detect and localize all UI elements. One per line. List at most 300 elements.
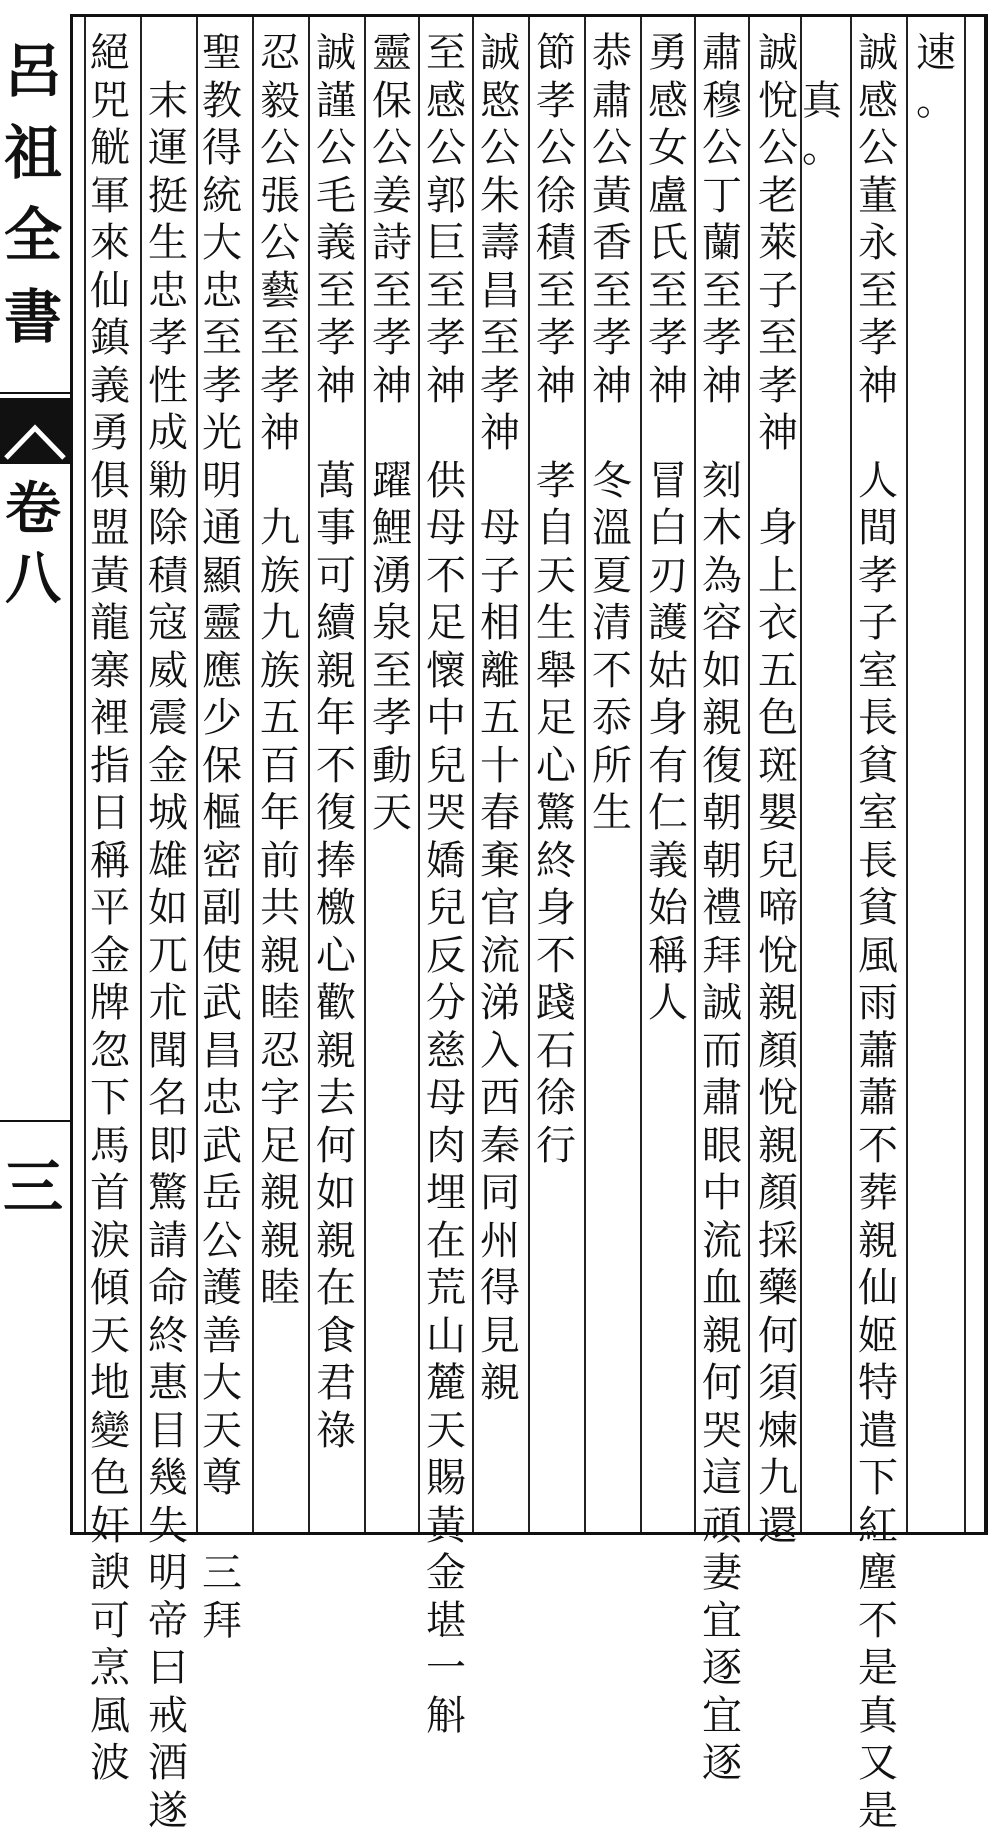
text-char: 族	[252, 648, 308, 696]
text-char: 冬	[584, 458, 640, 506]
text-char: 不	[584, 648, 640, 696]
text-char: 變	[82, 1408, 138, 1456]
text-char: 得	[472, 1265, 528, 1313]
text-char: 至	[750, 315, 806, 363]
text-char: 貧	[850, 743, 906, 791]
book-title-char: 祖	[4, 112, 62, 194]
text-char	[640, 410, 696, 458]
text-char: 義	[640, 838, 696, 886]
text-column	[908, 30, 964, 125]
text-char: 子	[750, 268, 806, 316]
text-char	[364, 410, 420, 458]
text-char: 勇	[640, 30, 696, 78]
text-char: 郭	[418, 173, 474, 221]
text-char: 塵	[850, 1550, 906, 1598]
text-char: 姬	[850, 1313, 906, 1361]
text-char: 一	[418, 1645, 474, 1693]
text-char: 子	[850, 600, 906, 648]
text-char: 白	[640, 505, 696, 553]
text-char: 又	[850, 1740, 906, 1788]
text-char: 神	[694, 363, 750, 411]
text-char: 淚	[82, 1218, 138, 1266]
text-char: 石	[528, 1028, 584, 1076]
text-char: 風	[850, 933, 906, 981]
text-char: 貧	[850, 885, 906, 933]
text-char: 何	[694, 1360, 750, 1408]
text-char: 神	[308, 363, 364, 411]
text-char: 孝	[528, 315, 584, 363]
text-char: 黃	[82, 553, 138, 601]
text-char: 謹	[308, 78, 364, 126]
text-char: 至	[528, 268, 584, 316]
text-char: 酒	[140, 1740, 196, 1788]
text-char: 公	[252, 220, 308, 268]
text-char: 百	[252, 743, 308, 791]
text-char: 義	[82, 363, 138, 411]
text-char: 在	[418, 1218, 474, 1266]
text-char: 公	[252, 125, 308, 173]
text-char: 在	[308, 1265, 364, 1313]
text-column	[472, 30, 528, 1408]
text-char: 聖	[194, 30, 250, 78]
text-char: 壽	[472, 220, 528, 268]
text-char: 至	[364, 268, 420, 316]
text-char: 不	[528, 933, 584, 981]
text-char	[750, 458, 806, 506]
text-char: 感	[850, 78, 906, 126]
text-char: 曰	[140, 1645, 196, 1693]
text-char: 孝	[308, 315, 364, 363]
text-char: 風	[82, 1693, 138, 1741]
text-char: 慈	[418, 1028, 474, 1076]
text-char: 永	[850, 220, 906, 268]
text-char: 歡	[308, 980, 364, 1028]
text-char: 可	[308, 553, 364, 601]
text-char: 夏	[584, 553, 640, 601]
text-char: 蘭	[694, 220, 750, 268]
text-char: 清	[584, 600, 640, 648]
text-char: 副	[194, 885, 250, 933]
text-char: 鎮	[82, 315, 138, 363]
text-char: 棄	[472, 838, 528, 886]
text-char: 神	[252, 410, 308, 458]
text-char: 有	[640, 743, 696, 791]
text-char: 孝	[364, 695, 420, 743]
text-column	[252, 30, 308, 1313]
text-char: 保	[194, 743, 250, 791]
text-char: 速	[908, 30, 964, 78]
frame-right-border	[984, 14, 988, 1535]
text-char: 睦	[252, 980, 308, 1028]
text-char: 肅	[694, 1075, 750, 1123]
text-char: 朝	[694, 790, 750, 838]
text-char: 末	[140, 78, 196, 126]
text-char: 護	[640, 600, 696, 648]
text-char: 女	[640, 125, 696, 173]
text-char: 姜	[364, 173, 420, 221]
text-char: 事	[308, 505, 364, 553]
text-char: 孝	[640, 315, 696, 363]
text-char: 刻	[694, 458, 750, 506]
text-char: 中	[694, 1170, 750, 1218]
text-char: 除	[140, 505, 196, 553]
text-char: 忽	[82, 1028, 138, 1076]
text-char: 節	[528, 30, 584, 78]
book-title-char: 書	[4, 276, 62, 358]
text-char: 自	[528, 505, 584, 553]
text-char: 驚	[528, 790, 584, 838]
text-char: 人	[640, 980, 696, 1028]
text-char: 得	[194, 125, 250, 173]
text-char: 還	[750, 1503, 806, 1551]
text-char: 孝	[252, 363, 308, 411]
text-char: 帝	[140, 1598, 196, 1646]
text-char: 馬	[82, 1123, 138, 1171]
text-char: 親	[694, 695, 750, 743]
text-char: 族	[252, 553, 308, 601]
text-char: 姑	[640, 648, 696, 696]
text-char: 毅	[252, 78, 308, 126]
text-char: 。	[794, 125, 850, 173]
text-char: 親	[308, 648, 364, 696]
text-char: 不	[850, 1123, 906, 1171]
text-char: 年	[252, 790, 308, 838]
text-char: 兒	[418, 885, 474, 933]
text-char: 公	[850, 125, 906, 173]
text-char: 勦	[140, 458, 196, 506]
text-char: 義	[308, 220, 364, 268]
text-char: 木	[694, 505, 750, 553]
text-char: 親	[694, 1313, 750, 1361]
text-char: 神	[528, 363, 584, 411]
text-char: 孝	[528, 78, 584, 126]
text-char: 鯉	[364, 505, 420, 553]
text-char: 子	[472, 553, 528, 601]
text-char: 下	[850, 1455, 906, 1503]
text-char: 忠	[194, 268, 250, 316]
text-char: 護	[194, 1265, 250, 1313]
text-char: 五	[750, 648, 806, 696]
text-char: 何	[750, 1313, 806, 1361]
text-char	[252, 458, 308, 506]
text-char: 食	[308, 1313, 364, 1361]
text-char: 室	[850, 648, 906, 696]
text-char: 荒	[418, 1265, 474, 1313]
text-char: 天	[364, 790, 420, 838]
text-char: 神	[850, 363, 906, 411]
text-char: 踐	[528, 980, 584, 1028]
text-char: 徐	[528, 1075, 584, 1123]
text-char: 三	[194, 1550, 250, 1598]
text-char: 尊	[194, 1455, 250, 1503]
text-char: 金	[82, 933, 138, 981]
text-char: 明	[194, 458, 250, 506]
text-char: 九	[252, 505, 308, 553]
text-char: 須	[750, 1360, 806, 1408]
text-char: 顏	[750, 1170, 806, 1218]
text-char: 孝	[584, 315, 640, 363]
volume-label	[0, 474, 66, 614]
text-char: 離	[472, 648, 528, 696]
text-column	[694, 30, 750, 1788]
text-char: 悅	[750, 78, 806, 126]
text-char: 統	[194, 173, 250, 221]
text-char: 蕭	[850, 1075, 906, 1123]
text-char: 身	[750, 505, 806, 553]
text-char: 烹	[82, 1645, 138, 1693]
text-char: 去	[308, 1075, 364, 1123]
text-char: 孝	[528, 458, 584, 506]
text-char: 公	[584, 125, 640, 173]
text-char: 董	[850, 173, 906, 221]
text-char: 流	[472, 933, 528, 981]
text-char: 俱	[82, 458, 138, 506]
text-char: 忠	[194, 1075, 250, 1123]
text-char: 震	[140, 695, 196, 743]
column-rule	[906, 17, 908, 1532]
text-char: 間	[850, 505, 906, 553]
text-char: 明	[140, 1550, 196, 1598]
text-char: 公	[308, 125, 364, 173]
text-char: 溫	[584, 505, 640, 553]
text-char: 性	[140, 363, 196, 411]
text-char: 親	[252, 1170, 308, 1218]
text-char: 孝	[364, 315, 420, 363]
text-char: 指	[82, 743, 138, 791]
text-char: 西	[472, 1075, 528, 1123]
text-char: 為	[694, 553, 750, 601]
text-char: 年	[308, 695, 364, 743]
text-char: 兀	[140, 933, 196, 981]
text-char: 惠	[140, 1360, 196, 1408]
text-char: 親	[308, 1028, 364, 1076]
text-char: 十	[472, 743, 528, 791]
text-char: 神	[472, 410, 528, 458]
text-char: 母	[418, 505, 474, 553]
text-char: 至	[850, 268, 906, 316]
text-char: 神	[418, 363, 474, 411]
text-char: 刃	[640, 553, 696, 601]
text-char: 九	[750, 1455, 806, 1503]
text-char: 聞	[140, 1028, 196, 1076]
text-char: 顯	[194, 553, 250, 601]
text-char: 長	[850, 695, 906, 743]
text-char: 身	[640, 695, 696, 743]
text-char	[194, 1503, 250, 1551]
text-char: 來	[82, 220, 138, 268]
text-char: 孝	[850, 553, 906, 601]
text-char: 丁	[694, 173, 750, 221]
book-title-char: 呂	[4, 30, 62, 112]
text-char: 見	[472, 1313, 528, 1361]
text-char: 朮	[140, 980, 196, 1028]
text-char: 躍	[364, 458, 420, 506]
text-char: 是	[850, 1788, 906, 1835]
text-char: 所	[584, 743, 640, 791]
text-char: 孝	[750, 363, 806, 411]
text-char: 通	[194, 505, 250, 553]
text-char: 續	[308, 600, 364, 648]
text-char: 金	[140, 743, 196, 791]
text-char: 秦	[472, 1123, 528, 1171]
text-char: 少	[194, 695, 250, 743]
text-char: 孝	[850, 315, 906, 363]
text-char: 首	[82, 1170, 138, 1218]
text-char: 煉	[750, 1408, 806, 1456]
text-char: 祿	[308, 1408, 364, 1456]
text-char: 肅	[694, 30, 750, 78]
text-char: 至	[194, 315, 250, 363]
text-char: 州	[472, 1218, 528, 1266]
text-char: 真	[794, 78, 850, 126]
text-char: 平	[82, 885, 138, 933]
text-char: 至	[640, 268, 696, 316]
text-char: 氏	[640, 220, 696, 268]
text-char: 斑	[750, 743, 806, 791]
text-char: 神	[364, 363, 420, 411]
text-char: 盟	[82, 505, 138, 553]
text-char: 嬌	[418, 838, 474, 886]
text-char: 前	[252, 838, 308, 886]
text-char: 公	[750, 125, 806, 173]
text-char: 誠	[750, 30, 806, 78]
text-char: 肉	[418, 1123, 474, 1171]
text-char: 岳	[194, 1170, 250, 1218]
text-char: 懷	[418, 648, 474, 696]
text-char: 生	[140, 220, 196, 268]
text-char: 九	[252, 600, 308, 648]
fishtail-mark	[0, 398, 70, 464]
text-char: 流	[694, 1218, 750, 1266]
text-char: 應	[194, 648, 250, 696]
text-char: 悅	[750, 933, 806, 981]
text-char: 詩	[364, 220, 420, 268]
text-char: 積	[140, 553, 196, 601]
text-char: 兒	[418, 743, 474, 791]
volume-label-char: 卷	[5, 474, 61, 544]
text-char: 終	[528, 838, 584, 886]
text-char	[528, 410, 584, 458]
text-char: 字	[252, 1075, 308, 1123]
text-char: 斛	[418, 1693, 474, 1741]
text-char: 誠	[472, 30, 528, 78]
text-char: 蕭	[850, 1028, 906, 1076]
text-char: 逐	[694, 1740, 750, 1788]
text-column	[850, 30, 906, 1835]
text-char: 至	[308, 268, 364, 316]
text-char: 光	[194, 410, 250, 458]
text-char: 供	[418, 458, 474, 506]
text-char: 母	[472, 505, 528, 553]
text-char: 至	[418, 30, 474, 78]
text-char: 可	[82, 1598, 138, 1646]
text-char: 這	[694, 1455, 750, 1503]
text-char: 何	[308, 1123, 364, 1171]
text-char: 遣	[850, 1408, 906, 1456]
text-char: 神	[640, 363, 696, 411]
text-char: 拜	[694, 933, 750, 981]
text-char: 同	[472, 1170, 528, 1218]
text-char: 公	[418, 125, 474, 173]
text-char: 毛	[308, 173, 364, 221]
text-char: 君	[308, 1360, 364, 1408]
text-column	[750, 30, 806, 1550]
text-char: 心	[308, 933, 364, 981]
text-char: 容	[694, 600, 750, 648]
text-char: 色	[750, 695, 806, 743]
text-char: 裡	[82, 695, 138, 743]
text-char: 萊	[750, 220, 806, 268]
text-char: 親	[252, 1218, 308, 1266]
text-char: 紅	[850, 1503, 906, 1551]
text-char: 反	[418, 933, 474, 981]
text-char: 天	[528, 553, 584, 601]
text-char: 仙	[82, 268, 138, 316]
text-char: 而	[694, 1028, 750, 1076]
text-char: 宜	[694, 1598, 750, 1646]
text-char: 共	[252, 885, 308, 933]
text-char: 公	[528, 125, 584, 173]
text-char: 遂	[140, 1788, 196, 1835]
text-char: 武	[194, 980, 250, 1028]
text-char: 春	[472, 790, 528, 838]
text-char: 威	[140, 648, 196, 696]
text-char: 黃	[584, 173, 640, 221]
text-char: 睦	[252, 1265, 308, 1313]
text-char: 香	[584, 220, 640, 268]
text-char: 神	[584, 363, 640, 411]
text-char	[850, 410, 906, 458]
text-char: 五	[252, 695, 308, 743]
text-char: 金	[418, 1550, 474, 1598]
text-char	[584, 410, 640, 458]
text-char: 人	[850, 458, 906, 506]
text-char: 官	[472, 885, 528, 933]
text-char: 巨	[418, 220, 474, 268]
text-char: 公	[694, 125, 750, 173]
text-char: 兒	[750, 838, 806, 886]
text-column	[584, 30, 640, 838]
text-column	[194, 30, 250, 1645]
text-char: 悅	[750, 1075, 806, 1123]
text-char: 中	[418, 695, 474, 743]
text-char: 地	[82, 1360, 138, 1408]
text-char: 。	[908, 78, 964, 126]
text-char: 天	[82, 1313, 138, 1361]
text-char: 冒	[640, 458, 696, 506]
text-char: 禮	[694, 885, 750, 933]
text-char: 泉	[364, 600, 420, 648]
text-char: 昌	[472, 268, 528, 316]
text-char: 足	[528, 695, 584, 743]
text-char: 捧	[308, 838, 364, 886]
text-char: 足	[418, 600, 474, 648]
text-char: 湧	[364, 553, 420, 601]
text-char: 宜	[694, 1693, 750, 1741]
text-char: 戒	[140, 1693, 196, 1741]
text-char: 孝	[694, 315, 750, 363]
text-char: 靈	[364, 30, 420, 78]
text-char: 絕	[82, 30, 138, 78]
text-char: 如	[694, 648, 750, 696]
text-char: 日	[82, 790, 138, 838]
text-char: 使	[194, 933, 250, 981]
text-char: 身	[528, 885, 584, 933]
text-char: 母	[418, 1075, 474, 1123]
frame-left-border	[70, 14, 73, 1535]
text-char: 逐	[694, 1645, 750, 1693]
text-char: 至	[364, 648, 420, 696]
